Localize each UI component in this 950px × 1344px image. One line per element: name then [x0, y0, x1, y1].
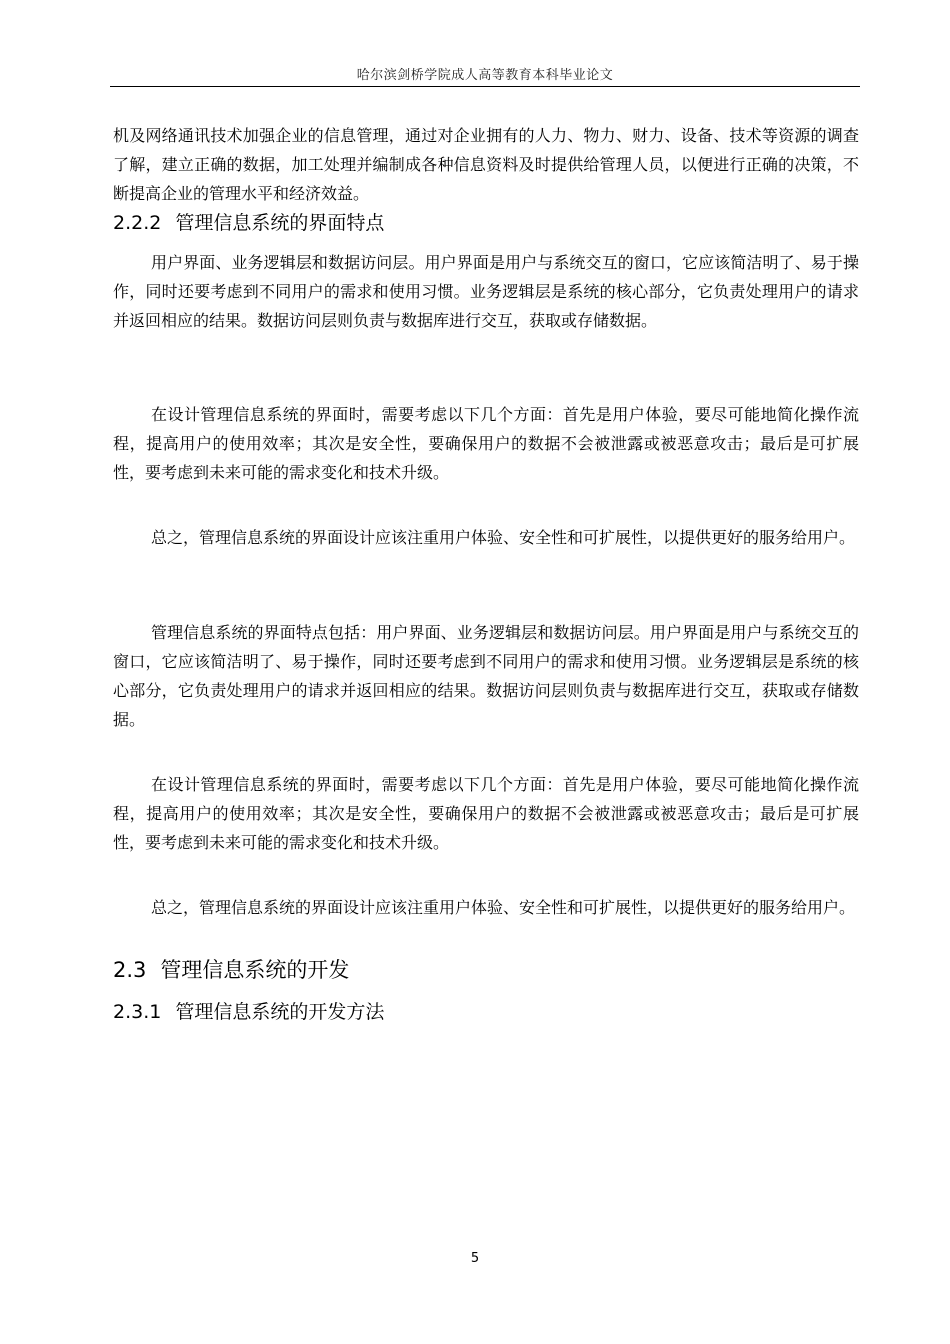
section-title: 管理信息系统的界面特点	[175, 212, 385, 234]
paragraph-3: 总之，管理信息系统的界面设计应该注重用户体验、安全性和可扩展性，以提供更好的服务给用户。	[151, 528, 856, 547]
page-header: 哈尔滨剑桥学院成人高等教育本科毕业论文	[356, 68, 614, 83]
section-heading-2-3	[113, 954, 349, 984]
section-number: 2.3	[113, 958, 147, 982]
section-title: 管理信息系统的开发方法	[175, 1001, 385, 1023]
paragraph-1: 用户界面、业务逻辑层和数据访问层。用户界面是用户与系统交互的窗口，它应该简洁明了、易于操作，同时还要考虑到不同用户的需求和使用习惯。业务逻辑层是系统的核心部分，它负责处理用户的请求并返回相应的结果。数据访问层则负责与数据库进行交互，获取或存储数据。	[113, 253, 859, 330]
paragraph-5: 在设计管理信息系统的界面时，需要考虑以下几个方面：首先是用户体验，要尽可能地简化操作流程，提高用户的使用效率；其次是安全性，要确保用户的数据不会被泄露或被恶意攻击；最后是可扩展性，要考虑到未来可能的需求变化和技术升级。	[113, 775, 859, 852]
paragraph-2: 在设计管理信息系统的界面时，需要考虑以下几个方面：首先是用户体验，要尽可能地简化操作流程，提高用户的使用效率；其次是安全性，要确保用户的数据不会被泄露或被恶意攻击；最后是可扩展性，要考虑到未来可能的需求变化和技术升级。	[113, 405, 859, 482]
section-heading-2-2-2	[113, 208, 384, 235]
section-heading-2-3-1	[113, 997, 384, 1024]
section-number: 2.3.1	[113, 1001, 162, 1023]
paragraph-continued: 机及网络通讯技术加强企业的信息管理，通过对企业拥有的人力、物力、财力、设备、技术等资源的调查了解，建立正确的数据，加工处理并编制成各种信息资料及时提供给管理人员，以便进行正确的决策，不断提高企业的管理水平和经济效益。	[113, 126, 859, 203]
header-rule	[110, 86, 860, 87]
page-number: 5	[470, 1251, 480, 1266]
paragraph-4: 管理信息系统的界面特点包括：用户界面、业务逻辑层和数据访问层。用户界面是用户与系统交互的窗口，它应该简洁明了、易于操作，同时还要考虑到不同用户的需求和使用习惯。业务逻辑层是系统的核心部分，它负责处理用户的请求并返回相应的结果。数据访问层则负责与数据库进行交互，获取或存储数据。	[113, 623, 859, 729]
paragraph-6: 总之，管理信息系统的界面设计应该注重用户体验、安全性和可扩展性，以提供更好的服务给用户。	[151, 898, 856, 917]
section-title: 管理信息系统的开发	[160, 958, 350, 982]
section-number: 2.2.2	[113, 212, 162, 234]
